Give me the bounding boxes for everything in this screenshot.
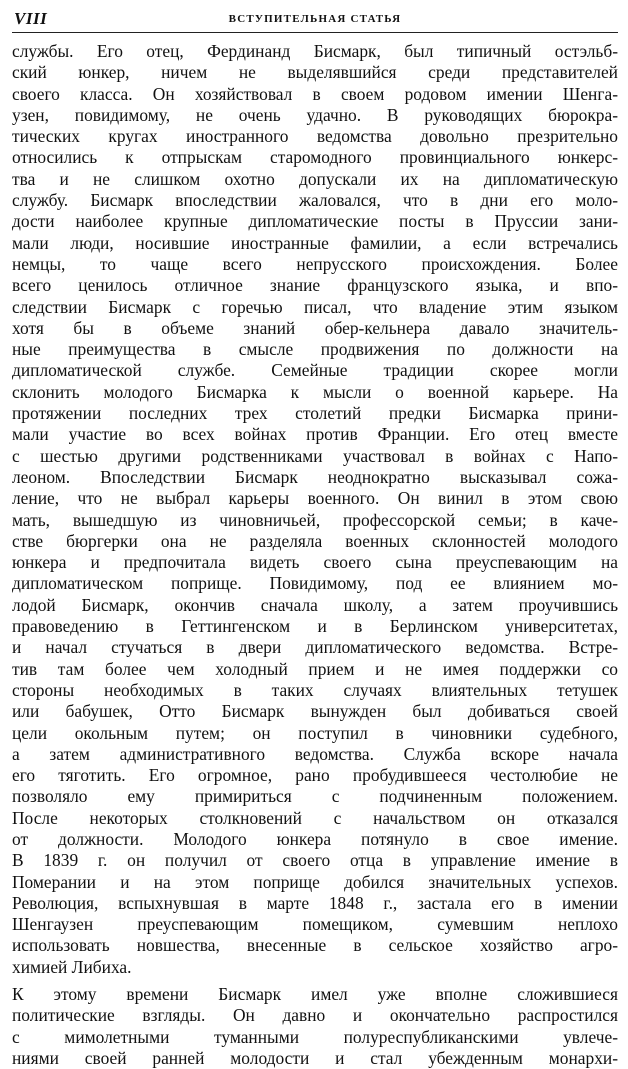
- text-line: службу. Бисмарк впоследствии жаловался, что в дни его моло-: [12, 190, 618, 211]
- text-line: следствии Бисмарк с горечью писал, что владение этим языком: [12, 296, 618, 317]
- text-line: использовать новшества, внесенные в сельское хозяйство агро-: [12, 935, 618, 956]
- text-line: с мимолетными туманными полуреспубликанскими увлече-: [12, 1026, 618, 1047]
- body-text: [12, 41, 618, 1069]
- text-line: дипломатической службе. Семейные традиции скорее могли: [12, 360, 618, 381]
- paragraph: [12, 41, 618, 978]
- text-line: стороны необходимых в таких случаях влиятельных тетушек: [12, 679, 618, 700]
- text-line: склонить молодого Бисмарка к мысли о военной карьере. На: [12, 381, 618, 402]
- text-line: своего класса. Он хозяйствовал в своем родовом имении Шенга-: [12, 83, 618, 104]
- text-line: дипломатическом поприще. Повидимому, под ее влиянием мо-: [12, 573, 618, 594]
- text-line: немцы, то чаще всего непрусского происхождения. Более: [12, 253, 618, 274]
- text-line: относились к отпрыскам старомодного провинциального юнкерс-: [12, 147, 618, 168]
- text-line: всего ценилось отличное знание французского языка, и впо-: [12, 275, 618, 296]
- text-line: мали люди, носившие иностранные фамилии, а если встречались: [12, 232, 618, 253]
- text-line: а затем административного ведомства. Служба вскоре начала: [12, 743, 618, 764]
- text-line: химией Либиха.: [12, 956, 132, 977]
- text-line: Шенгаузен преуспевающим помещиком, сумевшим неплохо: [12, 914, 618, 935]
- page-number: VIII: [14, 9, 48, 28]
- text-line: лодой Бисмарк, окончив сначала школу, а затем проучившись: [12, 594, 618, 615]
- text-line: После некоторых столкновений с начальством он отказался: [12, 807, 618, 828]
- text-line: от должности. Молодого юнкера потянуло в свое имение.: [12, 828, 618, 849]
- text-line: ные преимущества в смысле продвижения по должности на: [12, 339, 618, 360]
- text-line: Померании и на этом поприще добился значительных успехов.: [12, 871, 618, 892]
- text-line: В 1839 г. он получил от своего отца в управление имение в: [12, 850, 618, 871]
- running-head-title: ВСТУПИТЕЛЬНАЯ СТАТЬЯ: [228, 13, 402, 25]
- text-line: юнкера и предпочитала видеть своего сына преуспевающим на: [12, 552, 618, 573]
- text-line: ский юнкер, ничем не выделявшийся среди представителей: [12, 62, 618, 83]
- text-line: его тяготить. Его огромное, рано пробудившееся честолюбие не: [12, 765, 618, 786]
- paragraph: [12, 984, 618, 1069]
- text-line: узен, повидимому, не очень удачно. В руководящих бюрокра-: [12, 104, 618, 125]
- text-line: тва и не слишком охотно допускали их на дипломатическую: [12, 168, 618, 189]
- text-line: хотя бы в объеме знаний обер-кельнера давало значитель-: [12, 317, 618, 338]
- text-line: Революция, вспыхнувшая в марте 1848 г., застала его в имении: [12, 892, 618, 913]
- text-line: и начал стучаться в двери дипломатического ведомства. Встре-: [12, 637, 618, 658]
- text-line: тических кругах иностранного ведомства довольно презрительно: [12, 126, 618, 147]
- text-line: ниями своей ранней молодости и стал убежденным монархи-: [12, 1047, 618, 1068]
- text-line: цели окольным путем; он поступил в чиновники судебного,: [12, 722, 618, 743]
- text-line: мать, вышедшую из чиновничьей, профессорской семьи; в каче-: [12, 509, 618, 530]
- text-line: с шестью другими родственниками участвовал в войнах с Напо-: [12, 445, 618, 466]
- text-line: дости наиболее крупные дипломатические посты в Пруссии зани-: [12, 211, 618, 232]
- text-line: ление, что не выбрал карьеры военного. Он винил в этом свою: [12, 488, 618, 509]
- text-line: службы. Его отец, Фердинанд Бисмарк, был типичный остэльб-: [12, 41, 618, 61]
- text-line: протяжении последних трех столетий предки Бисмарка прини-: [12, 403, 618, 424]
- text-line: К этому времени Бисмарк имел уже вполне сложившиеся: [12, 984, 618, 1005]
- running-head: [12, 8, 618, 33]
- text-line: правоведению в Геттингенском и в Берлинском университетах,: [12, 616, 618, 637]
- text-line: позволяло ему примириться с подчиненным положением.: [12, 786, 618, 807]
- text-line: тив там более чем холодный прием и не имея поддержки со: [12, 658, 618, 679]
- text-line: леоном. Впоследствии Бисмарк неоднократно высказывал сожа-: [12, 466, 618, 487]
- text-line: мали участие во всех войнах против Франции. Его отец вместе: [12, 424, 618, 445]
- text-line: стве бюргерки она не разделяла военных склонностей молодого: [12, 530, 618, 551]
- text-line: политические взгляды. Он давно и окончательно распростился: [12, 1005, 618, 1026]
- text-line: или бабушек, Отто Бисмарк вынужден был добиваться своей: [12, 701, 618, 722]
